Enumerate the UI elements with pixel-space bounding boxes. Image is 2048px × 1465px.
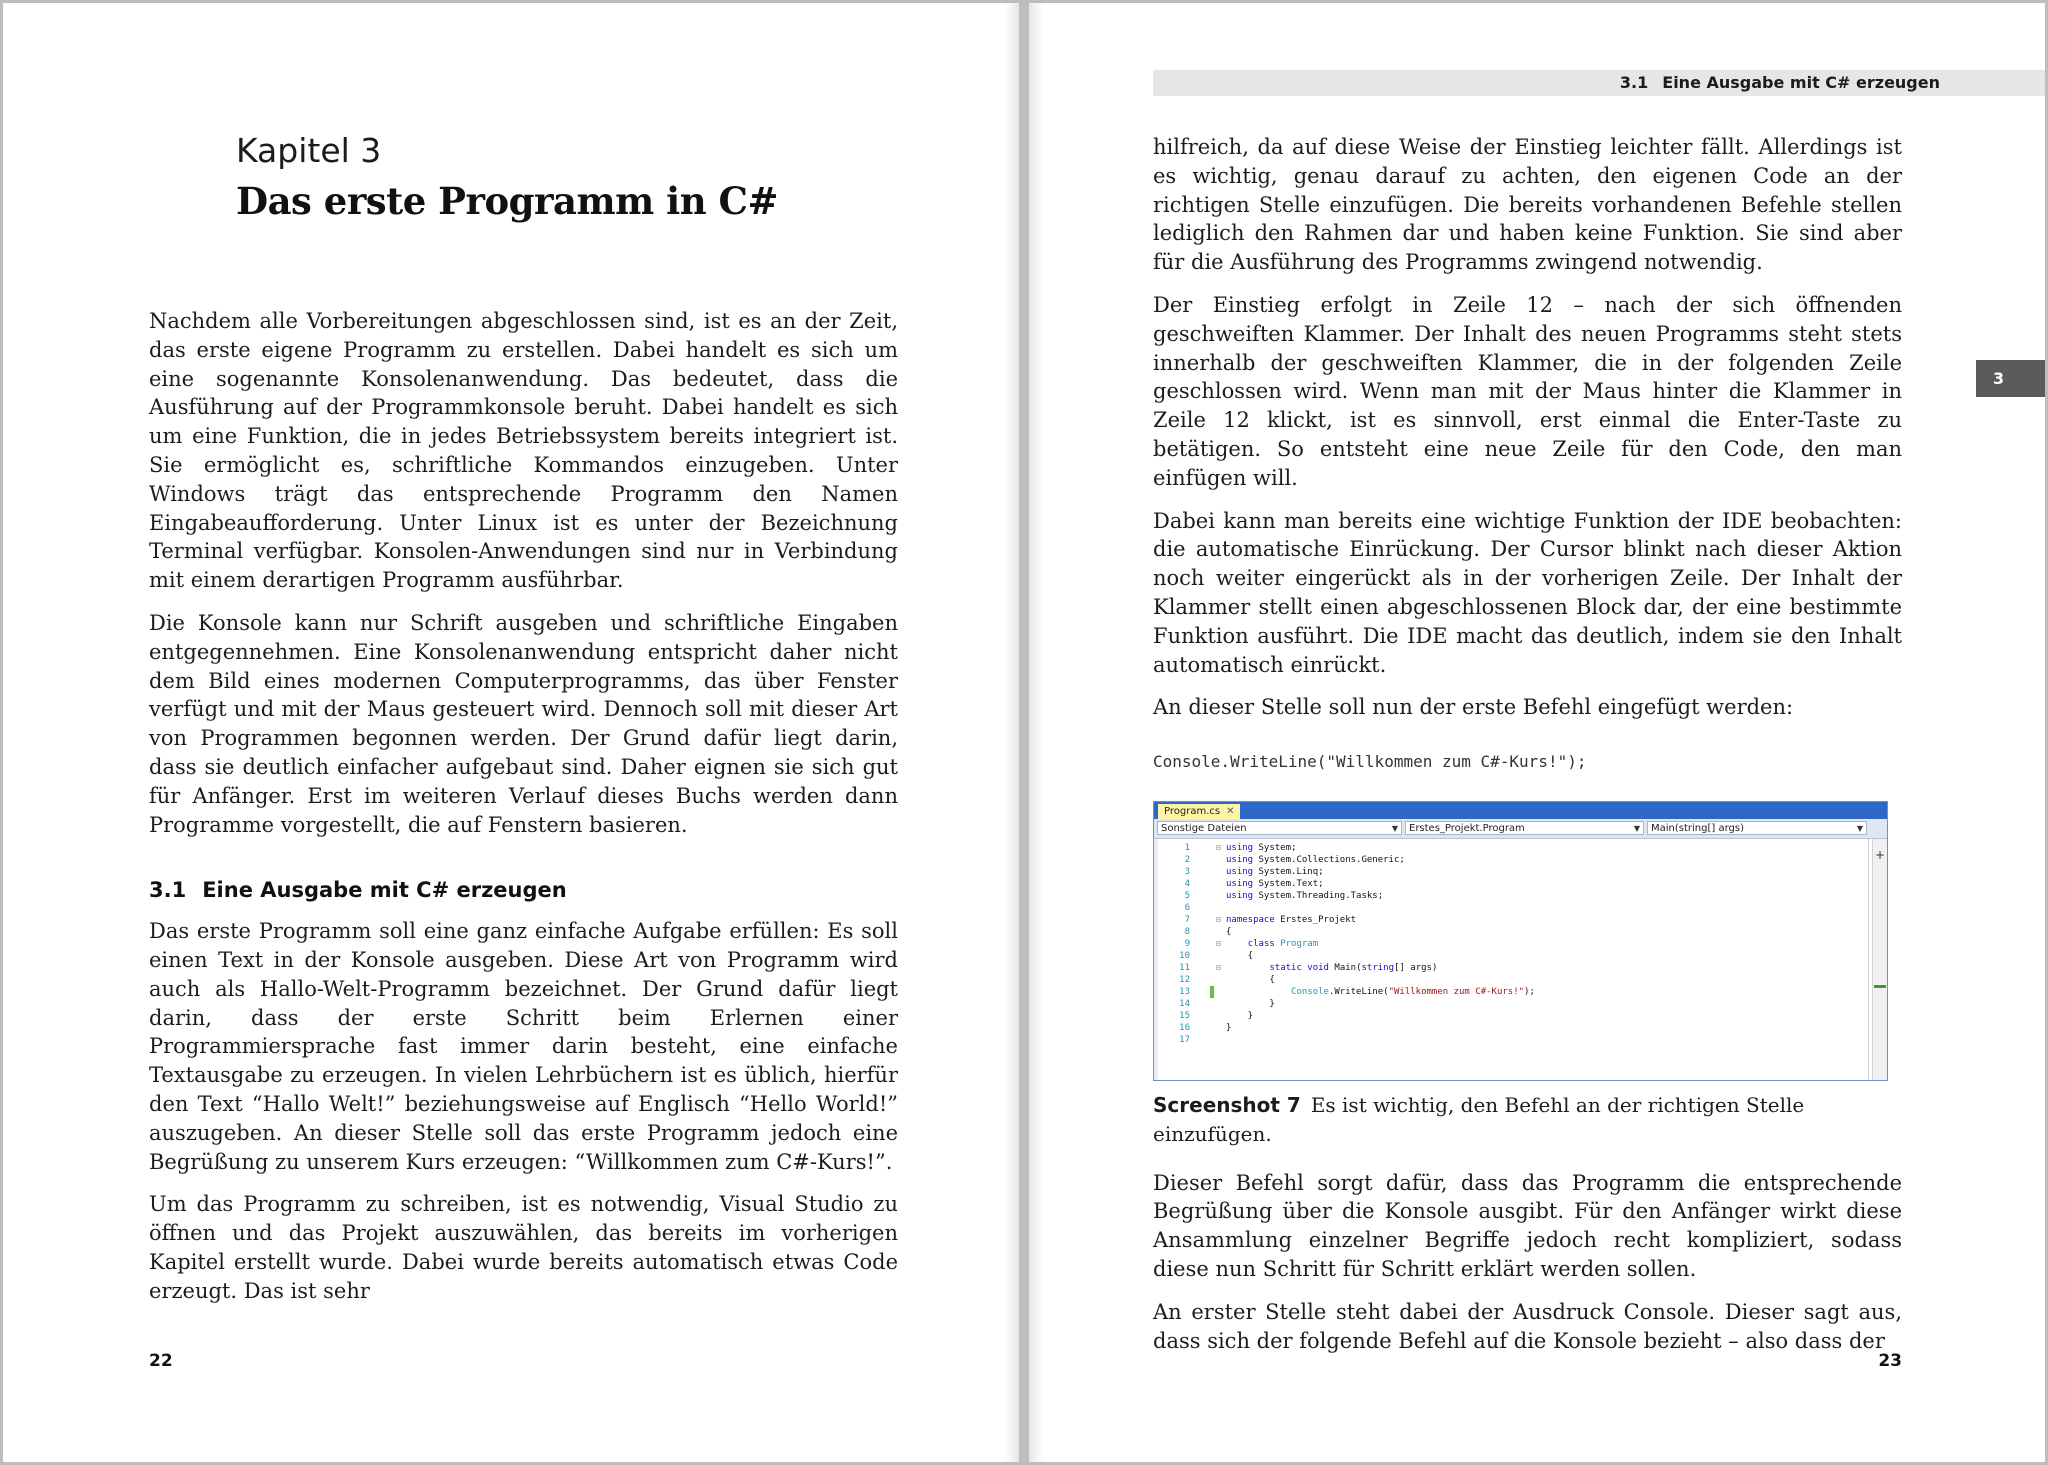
ide-screenshot	[1153, 801, 1888, 1081]
left-page	[3, 3, 1019, 1462]
project-dropdown-value: Sonstige Dateien	[1161, 822, 1247, 834]
paragraph: Nachdem alle Vorbereitungen abgeschlossen sind, ist es an der Zeit, das erste eigene Programm zu erstellen. Dabei handelt es sich um eine sogenannte Konsolenanwendung. Das bedeutet, dass die Ausführung auf der Programmkonsole beruht. Dabei handelt es sich um eine Funktion, die in jedes Betriebssystem bereits integriert ist. Sie ermöglicht es, schriftliche Kommandos einzugeben. Unter Windows trägt das entsprechende Programm den Namen Eingabeaufforderung. Unter Linux ist es unter der Bezeichnung Terminal verfügbar. Konsolen-Anwendungen sind nur in Verbindung mit einem derartigen Programm ausführbar.	[149, 309, 898, 593]
left-text-column	[149, 307, 898, 1320]
right-text-column	[1153, 133, 1902, 1369]
code-line: 6	[1184, 902, 1190, 913]
figure-caption	[1153, 1091, 1902, 1149]
project-dropdown[interactable]	[1157, 821, 1402, 835]
code-line: 11 ⊟ static void Main(string[] args)	[1179, 962, 1438, 973]
code-line: 12 {	[1179, 974, 1275, 985]
code-line: 9 ⊟ class Program	[1184, 938, 1319, 949]
code-line: 7 ⊟ namespace Erstes_Projekt	[1184, 914, 1357, 925]
split-icon[interactable]: +	[1875, 847, 1886, 862]
code-line: 8 {	[1184, 926, 1232, 937]
code-line: 17	[1179, 1034, 1190, 1045]
code-line: 2 using System.Collections.Generic;	[1184, 854, 1405, 865]
class-dropdown[interactable]	[1405, 821, 1644, 835]
paragraph: Das erste Programm soll eine ganz einfache Aufgabe erfüllen: Es soll einen Text in der Konsole ausgeben. Diese Art von Programm wird auch als Hallo-Welt-Programm bezeichnet. Der Grund dafür liegt darin, dass der erste Schritt beim Erlernen einer Programmiersprache fast immer darin besteht, eine einfache Textausgabe zu erzeugen. In vielen Lehrbüchern ist es üblich, hierfür den Text “Hallo Welt!” beziehungsweise auf Englisch “Hello World!” auszugeben. An dieser Stelle soll das erste Programm jedoch eine Begrüßung zu unserem Kurs erzeugen: “Willkommen zum C#-Kurs!”.	[149, 919, 898, 1174]
code-line: 5 using System.Threading.Tasks;	[1184, 890, 1384, 901]
paragraph: Dieser Befehl sorgt dafür, dass das Programm die entsprechende Begrüßung über die Konsole ausgibt. Für den Anfänger wirkt diese Ansammlung einzelner Begriffe jedoch recht kompliziert, sodass diese nun Schritt für Schritt erklärt werden sollen.	[1153, 1170, 1902, 1281]
chapter-title: Das erste Programm in C#	[236, 179, 778, 223]
code-line: 16 }	[1179, 1022, 1232, 1033]
editor-gutter	[1154, 839, 1158, 1080]
spine-shadow	[1005, 3, 1019, 1462]
paragraph: Dabei kann man bereits eine wichtige Funktion der IDE beobachten: die automatische Einrückung. Der Cursor blinkt nach dieser Aktion noch weiter eingerückt als in der vorherigen Zeile. Der Inhalt der Klammer stellt einen abgeschlossenen Block dar, der eine bestimmte Funktion ausführt. Die IDE macht das deutlich, indem sie den Inhalt automatisch einrückt.	[1153, 508, 1902, 677]
code-line: 10 {	[1179, 950, 1254, 961]
ide-navigation-bar	[1154, 819, 1887, 839]
running-head-title: Eine Ausgabe mit C# erzeugen	[1662, 73, 1940, 92]
chevron-down-icon: ▼	[1856, 823, 1863, 833]
code-line: 4 using System.Text;	[1184, 878, 1324, 889]
vertical-scrollbar[interactable]	[1872, 839, 1887, 1080]
code-example: Console.WriteLine("Willkommen zum C#-Kurs!");	[1153, 752, 1587, 772]
paragraph: Die Konsole kann nur Schrift ausgeben und schriftliche Eingaben entgegennehmen. Eine Konsolenanwendung entspricht daher nicht dem Bild eines modernen Computerprogramms, das über Fenster verfügt und mit der Maus gesteuert wird. Dennoch soll mit dieser Art von Programmen begonnen werden. Der Grund dafür liegt darin, dass sie deutlich einfacher aufgebaut sind. Daher eignen sie sich gut für Anfänger. Erst im weiteren Verlauf dieses Buchs werden dann Programme vorgestellt, die auf Fenstern basieren.	[149, 610, 898, 837]
running-head-number: 3.1	[1619, 73, 1649, 92]
ide-code-editor[interactable]	[1154, 839, 1887, 1080]
page-number: 22	[149, 1351, 173, 1371]
close-icon[interactable]: ✕	[1226, 805, 1235, 817]
code-line: 3 using System.Linq;	[1184, 866, 1324, 877]
chapter-thumb-tab: 3	[1976, 360, 2045, 397]
code-line: 15 }	[1179, 1010, 1254, 1021]
member-dropdown[interactable]	[1647, 821, 1867, 835]
caption-text: Es ist wichtig, den Befehl an der richtigen Stelle einzufügen.	[1153, 1092, 1805, 1146]
section-title: Eine Ausgabe mit C# erzeugen	[202, 878, 567, 903]
change-marker	[1874, 985, 1886, 988]
ide-tab-bar	[1154, 802, 1887, 819]
paragraph: Der Einstieg erfolgt in Zeile 12 – nach der sich öffnenden geschweiften Klammer. Der Inhalt des neuen Programms steht stets innerhalb der geschweiften Klammer, die in der folgenden Zeile geschlossen wird. Wenn man mit der Maus hinter die Klammer in Zeile 12 klickt, ist es sinnvoll, erst einmal die Enter-Taste zu betätigen. So entsteht eine neue Zeile für den Code, den man einfügen will.	[1153, 292, 1902, 490]
section-number: 3.1	[149, 878, 187, 903]
ide-tab-label: Program.cs	[1164, 805, 1221, 817]
class-dropdown-value: Erstes_Projekt.Program	[1409, 822, 1525, 834]
ide-tab-program-cs[interactable]	[1158, 804, 1240, 819]
section-heading	[149, 876, 898, 905]
running-head	[1153, 70, 2045, 96]
paragraph: hilfreich, da auf diese Weise der Einstieg leichter fällt. Allerdings ist es wichtig, genau darauf zu achten, den eigenen Code an der richtigen Stelle einzufügen. Die bereits vorhandenen Befehle stellen lediglich den Rahmen dar und haben keine Funktion. Sie sind aber für die Ausführung des Programms zwingend notwendig.	[1153, 135, 1902, 275]
code-line: 14 }	[1179, 998, 1275, 1009]
paragraph: An erster Stelle steht dabei der Ausdruck Console. Dieser sagt aus, dass sich der folgende Befehl auf die Konsole bezieht – also dass der	[1153, 1299, 1902, 1353]
caption-label: Screenshot 7	[1153, 1092, 1301, 1117]
chevron-down-icon: ▼	[1391, 823, 1398, 833]
code-line: 1 ⊟ using System;	[1184, 842, 1297, 853]
paragraph: Um das Programm zu schreiben, ist es notwendig, Visual Studio zu öffnen und das Projekt auszuwählen, das bereits im vorherigen Kapitel erstellt wurde. Dabei wurde bereits automatisch etwas Code erzeugt. Das ist sehr	[149, 1192, 898, 1303]
chevron-down-icon: ▼	[1633, 823, 1640, 833]
page-number: 23	[1878, 1351, 1902, 1371]
code-line: 13 Console.WriteLine("Willkommen zum C#-Kurs!");	[1179, 986, 1535, 997]
member-dropdown-value: Main(string[] args)	[1651, 822, 1744, 834]
chapter-label: Kapitel 3	[236, 131, 382, 170]
code-lines	[1160, 842, 1880, 1046]
right-page	[1029, 3, 2045, 1462]
spine-shadow	[1029, 3, 1043, 1462]
paragraph: An dieser Stelle soll nun der erste Befehl eingefügt werden:	[1153, 695, 1794, 720]
